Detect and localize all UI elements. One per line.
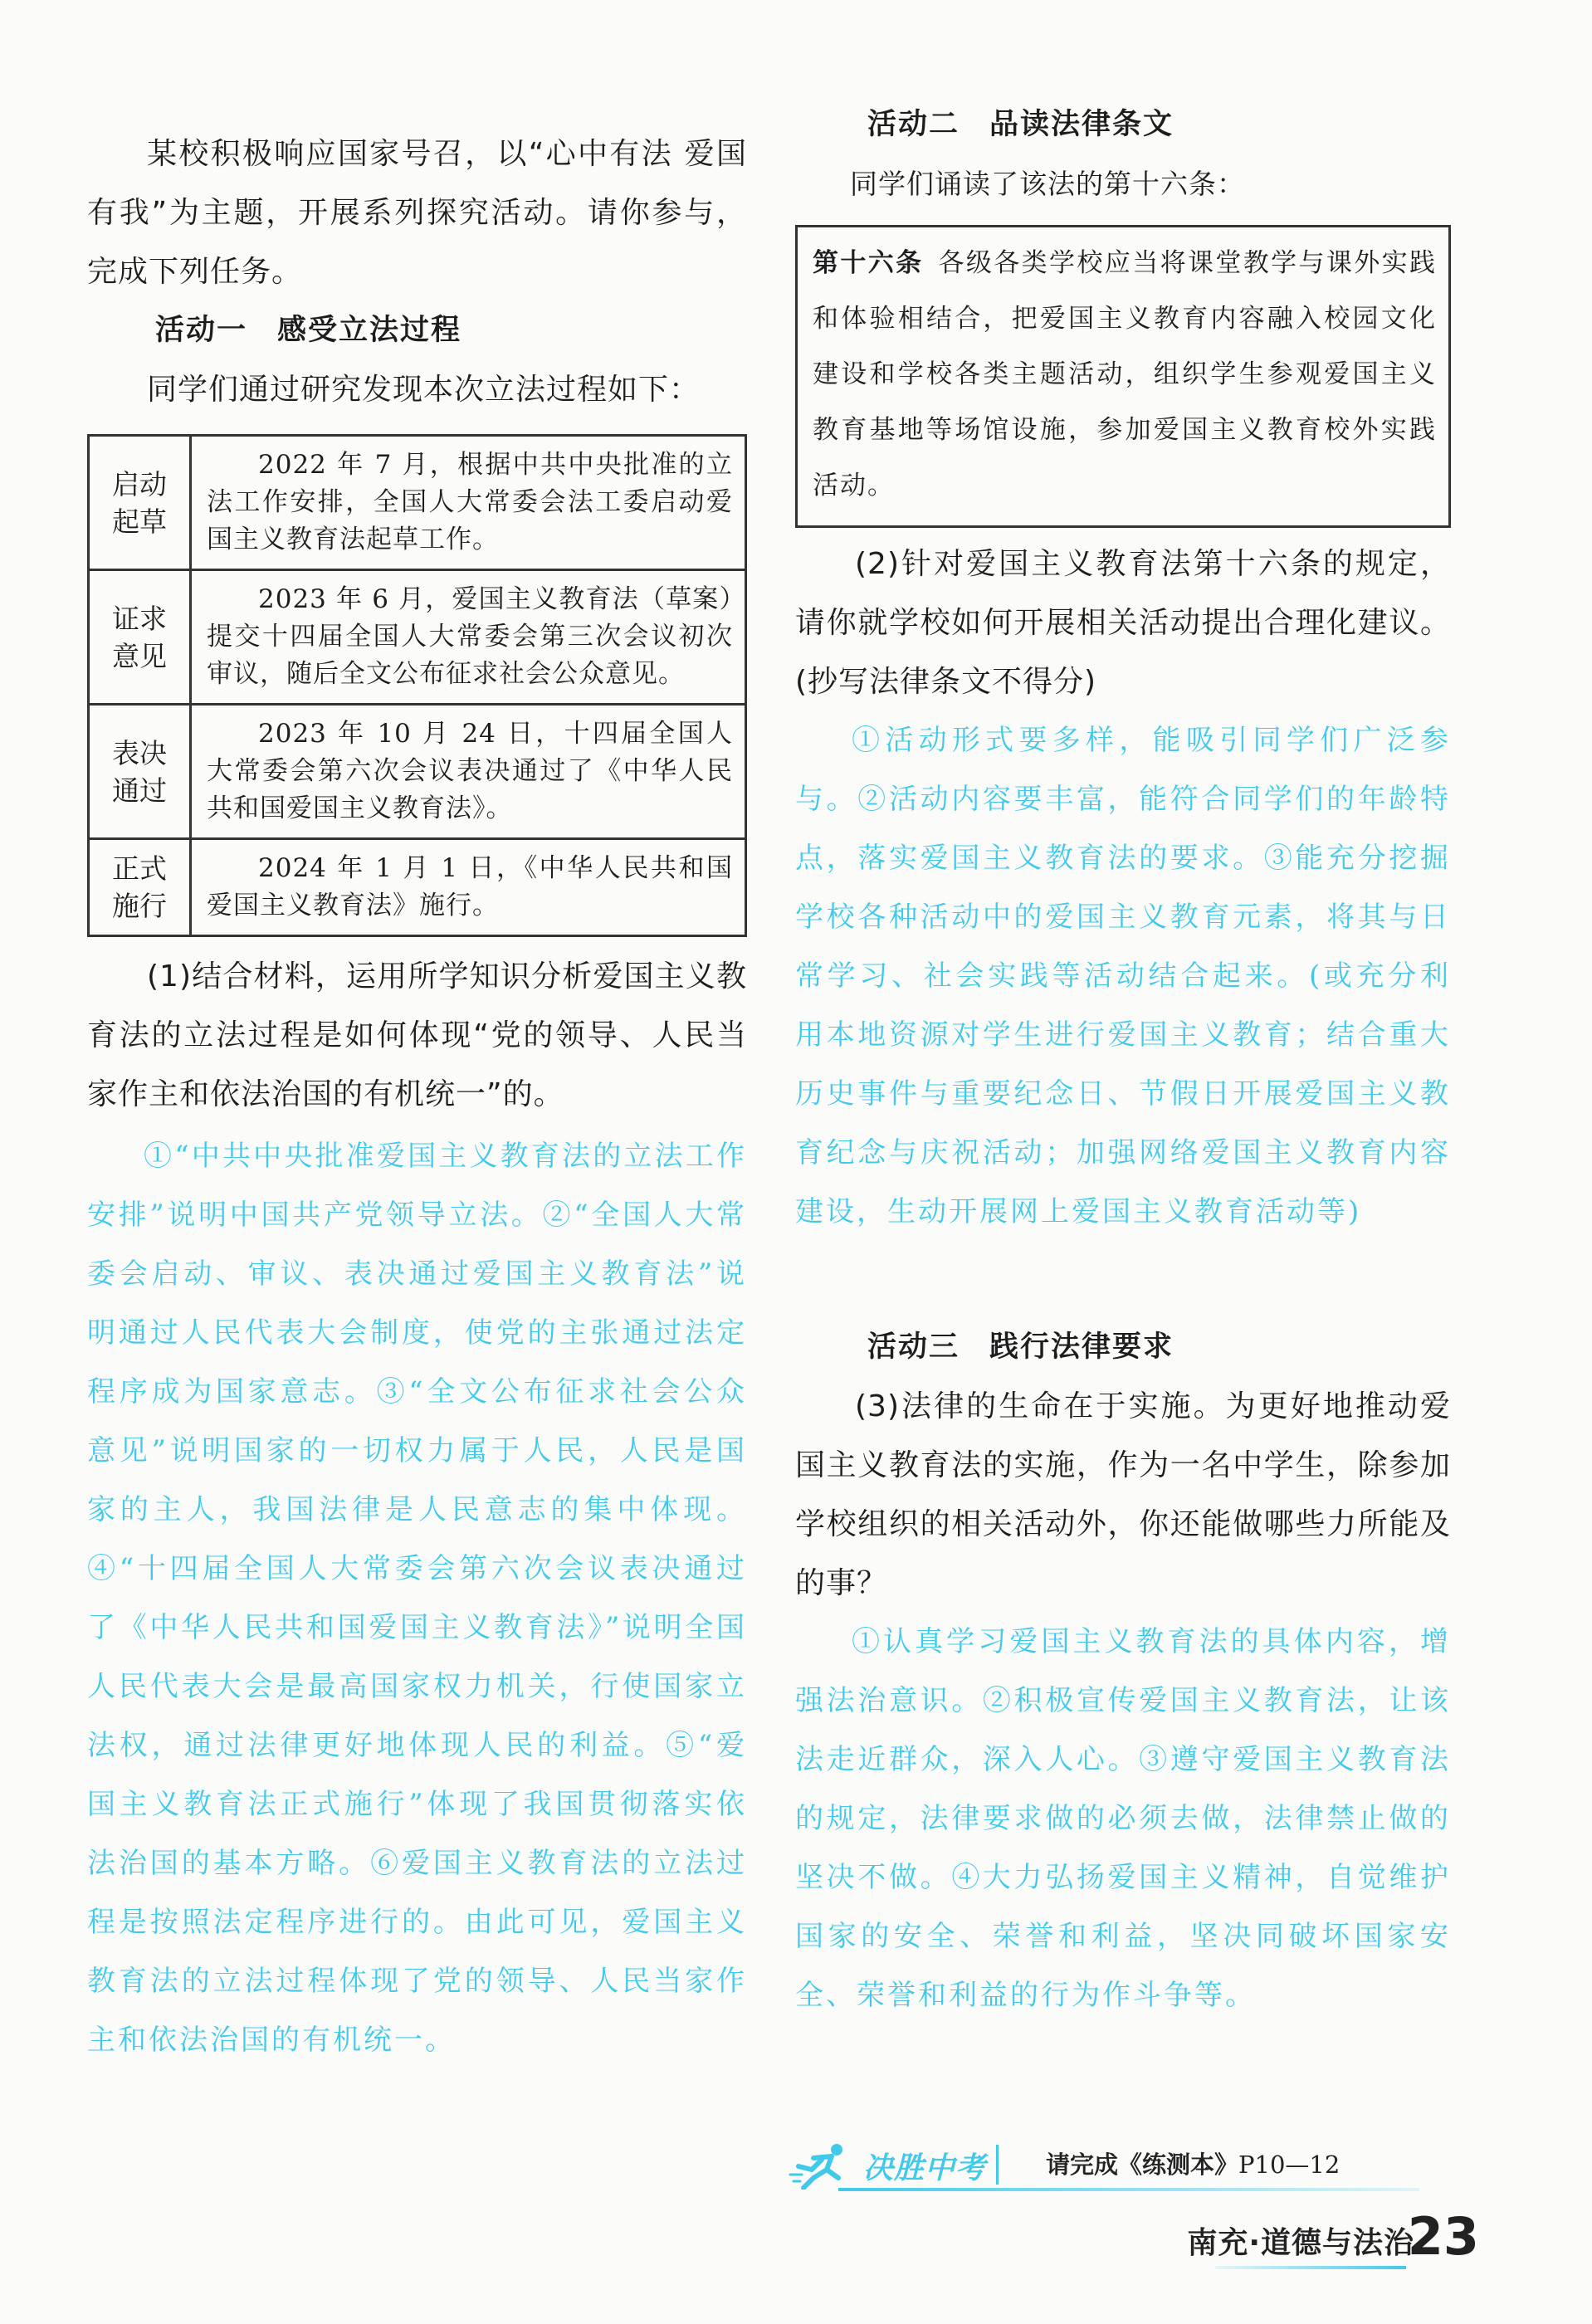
desc-cell	[191, 705, 746, 839]
right-column	[795, 108, 1451, 2025]
stage-label: 正式 施行	[112, 852, 167, 922]
stage-description: 2024 年 1 月 1 日，《中华人民共和国爱国主义教育法》施行。	[207, 853, 733, 920]
logo-text: 决胜中考	[863, 2151, 987, 2185]
article-16-box	[795, 225, 1451, 528]
desc-cell	[191, 436, 746, 570]
desc-cell	[191, 570, 746, 705]
stage-cell	[89, 570, 191, 705]
article-label: 第十六条	[813, 248, 924, 278]
desc-cell	[191, 839, 746, 936]
banner-divider	[996, 2145, 999, 2185]
page-footer	[1071, 2208, 1486, 2282]
activity-2-label: 活动二	[867, 108, 960, 141]
instruction-prefix: 请完成《练测本》	[1046, 2151, 1239, 2179]
stage-label: 证求 意见	[112, 602, 167, 672]
table-row	[89, 705, 746, 839]
activity-1-title: 感受立法过程	[277, 314, 462, 347]
instruction-ref: P10—12	[1238, 2151, 1341, 2179]
intro-paragraph: 某校积极响应国家号召，以“心中有法 爱国有我”为主题，开展系列探究活动。请你参与，完成下列任务。	[87, 137, 747, 289]
runner-icon	[789, 2141, 853, 2190]
activity-3-label: 活动三	[867, 1330, 960, 1364]
question-3: (3)法律的生命在于实施。为更好地推动爱国主义教育法的实施，作为一名中学生，除参加学校组织的相关活动外，你还能做哪些力所能及的事？	[795, 1389, 1451, 1600]
question-1: (1)结合材料，运用所学知识分析爱国主义教育法的立法过程是如何体现“党的领导、人民当家作主和依法治国的有机统一”的。	[87, 959, 747, 1111]
stage-cell	[89, 705, 191, 839]
legislative-process-table	[87, 434, 747, 937]
stage-description: 2023 年 6 月，爱国主义教育法（草案）提交十四届全国人大常委会第三次会议初次审议，随后全文公布征求社会公众意见。	[207, 584, 733, 689]
table-row	[89, 839, 746, 936]
stage-description: 2023 年 10 月 24 日，十四届全国人大常委会第六次会议表决通过了《中华人民共和国爱国主义教育法》。	[207, 719, 733, 823]
subject-label: 南充·道德与法治	[1187, 2226, 1414, 2260]
activity-1-heading	[87, 301, 747, 360]
stage-cell	[89, 436, 191, 570]
activity-2-lead: 同学们诵读了该法的第十六条：	[850, 168, 1245, 200]
answer-2: ①活动形式要多样，能吸引同学们广泛参与。②活动内容要丰富，能符合同学们的年龄特点，落实爱国主义教育法的要求。③能充分挖掘学校各种活动中的爱国主义教育元素，将其与日常学习、社会实践等活动结合起来。(或充分利用本地资源对学生进行爱国主义教育；结合重大历史事件与重要纪念日、节假日开展爱国主义教育纪念与庆祝活动；加强网络爱国主义教育内容建设，生动开展网上爱国主义教育活动等)	[795, 724, 1451, 1228]
table-row	[89, 436, 746, 570]
footer-rule	[1215, 2266, 1406, 2269]
answer-1: ①“中共中央批准爱国主义教育法的立法工作安排”说明中国共产党领导立法。②“全国人大常委会启动、审议、表决通过爱国主义教育法”说明通过人民代表大会制度，使党的主张通过法定程序成为国家意志。③“全文公布征求社会公众意见”说明国家的一切权力属于人民，人民是国家的主人，我国法律是人民意志的集中体现。④“十四届全国人大常委会第六次会议表决通过了《中华人民共和国爱国主义教育法》”说明全国人民代表大会是最高国家权力机关，行使国家立法权，通过法律更好地体现人民的利益。⑤“爱国主义教育法正式施行”体现了我国贯彻落实依法治国的基本方略。⑥爱国主义教育法的立法过程是按照法定程序进行的。由此可见，爱国主义教育法的立法过程体现了党的领导、人民当家作主和依法治国的有机统一。	[87, 1140, 747, 2057]
article-text: 各级各类学校应当将课堂教学与课外实践和体验相结合，把爱国主义教育内容融入校园文化建设和学校各类主题活动，组织学生参观爱国主义教育基地等场馆设施，参加爱国主义教育校外实践活动。	[813, 248, 1438, 500]
activity-1-lead: 同学们通过研究发现本次立法过程如下：	[147, 373, 701, 407]
activity-3-heading	[795, 1318, 1451, 1377]
table-row	[89, 570, 746, 705]
activity-2-title: 品读法律条文	[989, 108, 1174, 141]
activity-3-title: 践行法律要求	[989, 1330, 1174, 1364]
left-column	[87, 124, 747, 2070]
page-number: 23	[1407, 2206, 1479, 2267]
practice-banner	[789, 2140, 1453, 2193]
stage-label: 表决 通过	[112, 736, 167, 807]
activity-1-label: 活动一	[155, 314, 248, 347]
question-2: (2)针对爱国主义教育法第十六条的规定，请你就学校如何开展相关活动提出合理化建议。(抄写法律条文不得分)	[795, 547, 1451, 699]
practice-instruction	[1046, 2146, 1340, 2180]
stage-label: 启动 起草	[112, 467, 167, 538]
stage-description: 2022 年 7 月，根据中共中央批准的立法工作安排，全国人大常委会法工委启动爱国主义教育法起草工作。	[207, 450, 733, 554]
answer-3: ①认真学习爱国主义教育法的具体内容，增强法治意识。②积极宣传爱国主义教育法，让该法走近群众，深入人心。③遵守爱国主义教育法的规定，法律要求做的必须去做，法律禁止做的坚决不做。④大力弘扬爱国主义精神，自觉维护国家的安全、荣誉和利益，坚决同破坏国家安全、荣誉和利益的行为作斗争等。	[795, 1625, 1451, 2012]
activity-2-heading	[795, 95, 1451, 154]
stage-cell	[89, 839, 191, 936]
banner-underline	[838, 2188, 1419, 2191]
